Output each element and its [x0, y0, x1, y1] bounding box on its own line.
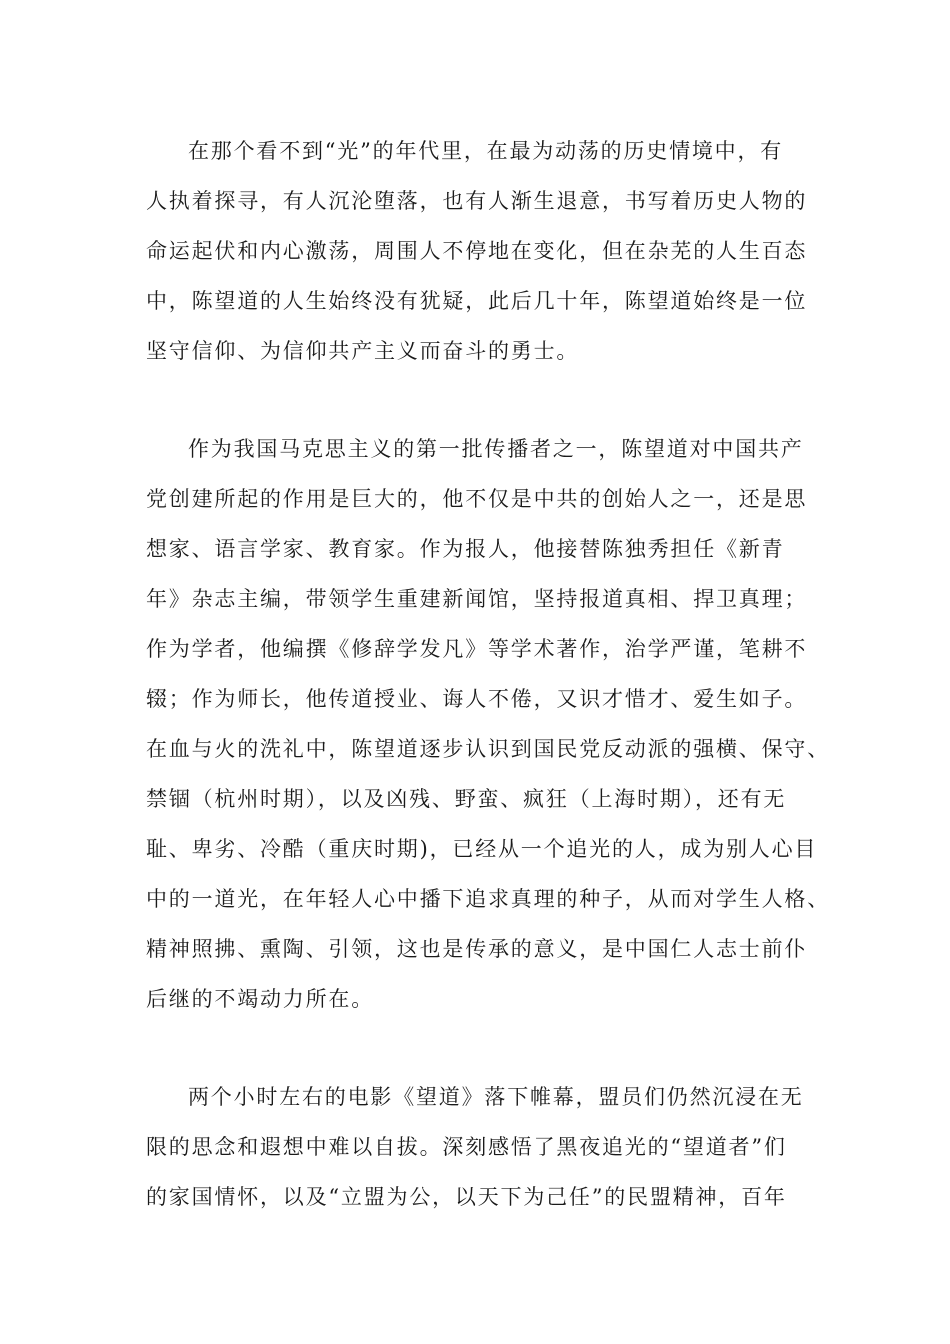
- text-line: 的家国情怀，以及“立盟为公，以天下为己任”的民盟精神，百年: [146, 1185, 787, 1209]
- text-line: 想家、语言学家、教育家。作为报人，他接替陈独秀担任《新青: [146, 537, 785, 561]
- text-line: 辍；作为师长，他传道授业、诲人不倦，又识才惜才、爱生如子。: [146, 687, 808, 711]
- text-line: 耻、卑劣、冷酷（重庆时期)，已经从一个追光的人，成为别人心目: [146, 837, 818, 861]
- text-line: 年》杂志主编，带领学生重建新闻馆，坚持报道真相、捍卫真理；: [146, 587, 808, 611]
- text-line: 两个小时左右的电影《望道》落下帷幕，盟员们仍然沉浸在无: [188, 1085, 804, 1109]
- text-line: 在血与火的洗礼中，陈望道逐步认识到国民党反动派的强横、保守、: [146, 737, 830, 761]
- text-line: 中的一道光，在年轻人心中播下追求真理的种子，从而对学生人格、: [146, 887, 830, 911]
- paragraph-1: [146, 126, 826, 376]
- text-line: 人执着探寻，有人沉沦堕落，也有人渐生退意，书写着历史人物的: [146, 189, 808, 213]
- text-line: 命运起伏和内心激荡，周围人不停地在变化，但在杂芜的人生百态: [146, 239, 808, 263]
- text-line: 中，陈望道的人生始终没有犹疑，此后几十年，陈望道始终是一位: [146, 289, 808, 313]
- text-line: 作为学者，他编撰《修辞学发凡》等学术著作，治学严谨，笔耕不: [146, 637, 808, 661]
- text-line: 坚守信仰、为信仰共产主义而奋斗的勇士。: [146, 339, 580, 363]
- paragraph-3: [146, 1072, 826, 1222]
- paragraph-2: [146, 424, 830, 1024]
- text-line: 精神照拂、熏陶、引领，这也是传承的意义，是中国仁人志士前仆: [146, 937, 808, 961]
- text-line: 禁锢（杭州时期），以及凶残、野蛮、疯狂（上海时期），还有无: [146, 787, 787, 811]
- text-line: 在那个看不到“光”的年代里，在最为动荡的历史情境中，有: [188, 139, 784, 163]
- text-line: 限的思念和遐想中难以自拔。深刻感悟了黑夜追光的“望道者”们: [146, 1135, 787, 1159]
- text-line: 作为我国马克思主义的第一批传播者之一，陈望道对中国共产: [188, 437, 804, 461]
- text-line: 后继的不竭动力所在。: [146, 987, 374, 1011]
- text-line: 党创建所起的作用是巨大的，他不仅是中共的创始人之一，还是思: [146, 487, 808, 511]
